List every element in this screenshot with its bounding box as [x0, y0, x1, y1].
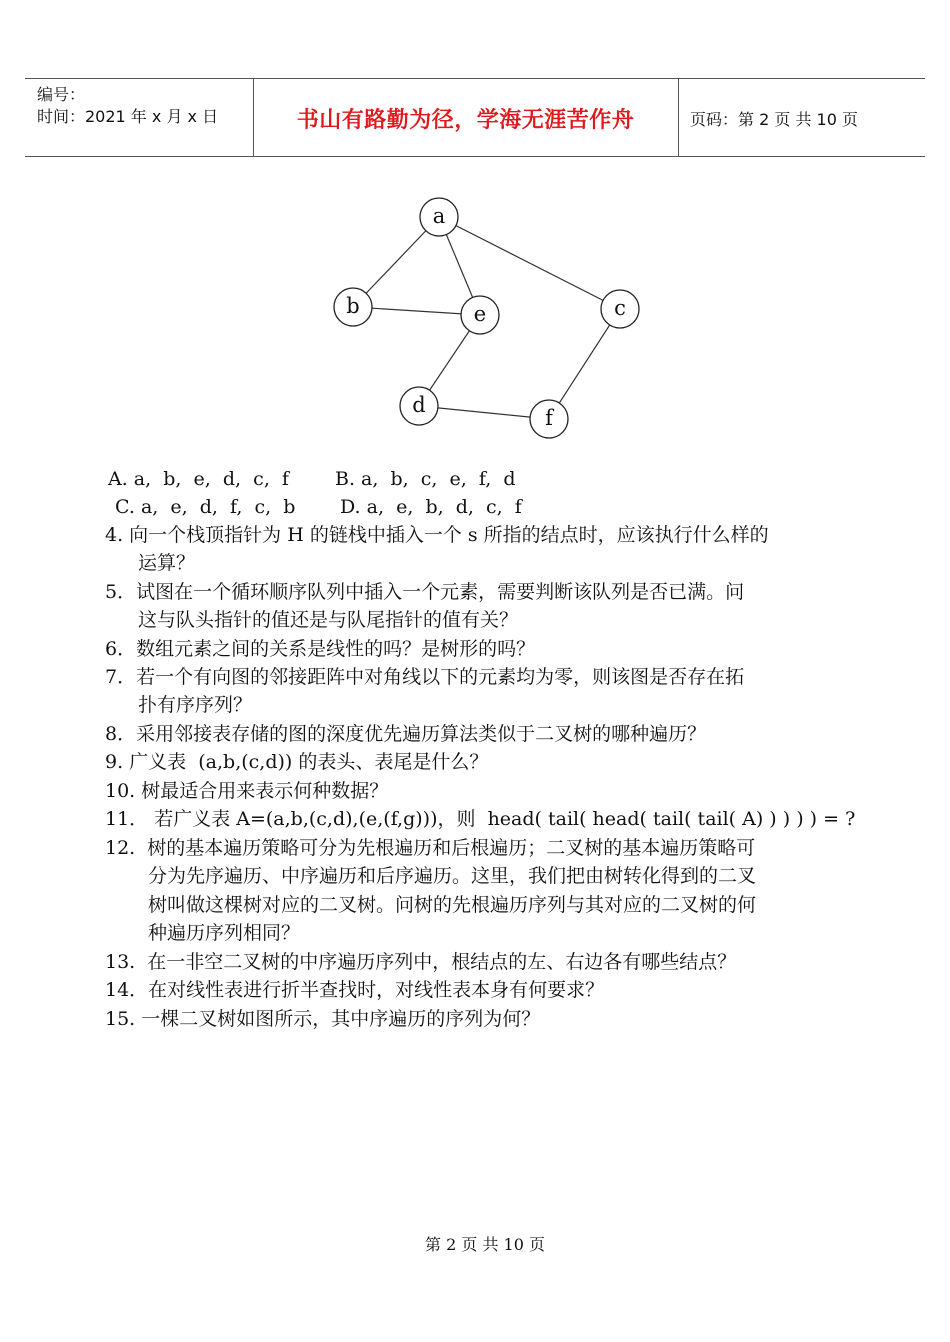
- option-d: D. a, e, b, d, c, f: [340, 496, 522, 518]
- node-label-d: d: [412, 393, 426, 417]
- header-page-cell: [678, 79, 925, 156]
- number-label: 编号：: [37, 85, 86, 104]
- question-4-cont: 运算？: [138, 552, 196, 574]
- question-7: 7．若一个有向图的邻接距阵中对角线以下的元素均为零，则该图是否存在拓: [105, 666, 745, 688]
- edge-a-c: [439, 217, 620, 309]
- question-15: 15. 一棵二叉树如图所示，其中序遍历的序列为何？: [105, 1008, 541, 1030]
- option-c: C. a, e, d, f, c, b: [115, 496, 296, 518]
- node-label-c: c: [614, 296, 626, 320]
- node-label-e: e: [473, 302, 487, 326]
- node-label-b: b: [346, 294, 360, 318]
- question-10: 10. 树最适合用来表示何种数据？: [105, 780, 389, 802]
- question-9: 9. 广义表 (a,b,(c,d)) 的表头、表尾是什么？: [105, 751, 489, 773]
- question-4: 4. 向一个栈顶指针为 H 的链栈中插入一个 s 所指的结点时，应该执行什么样的: [105, 524, 769, 546]
- header-motto-cell: [253, 79, 679, 156]
- question-5-cont: 这与队头指针的值还是与队尾指针的值有关？: [138, 609, 519, 631]
- question-14: 14．在对线性表进行折半查找时，对线性表本身有何要求？: [105, 979, 605, 1001]
- motto: 书山有路勤为径，学海无涯苦作舟: [296, 108, 635, 133]
- option-a: A. a, b, e, d, c, f: [108, 468, 289, 490]
- header-meta: [25, 79, 254, 156]
- option-b: B. a, b, c, e, f, d: [335, 468, 516, 490]
- question-12-cont-1: 分为先序遍历、中序遍历和后序遍历。这里，我们把由树转化得到的二叉: [148, 865, 757, 887]
- time-label: 时间：2021 年 x 月 x 日: [37, 107, 219, 126]
- question-12: 12. 树的基本遍历策略可分为先根遍历和后根遍历；二叉树的基本遍历策略可: [105, 837, 756, 859]
- page-header: [25, 78, 925, 157]
- question-11: 11． 若广义表 A=(a,b,(c,d),(e,(f,g)))，则 head( tail( head( tail( tail( A) ) ) ) ) = ?: [105, 808, 856, 830]
- page-footer: 第 2 页 共 10 页: [425, 1235, 545, 1254]
- page-info: 页码：第 2 页 共 10 页: [690, 110, 858, 129]
- question-13: 13. 在一非空二叉树的中序遍历序列中，根结点的左、右边各有哪些结点？: [105, 951, 737, 973]
- question-5: 5．试图在一个循环顺序队列中插入一个元素，需要判断该队列是否已满。问: [105, 581, 745, 603]
- question-12-cont-2: 树叫做这棵树对应的二叉树。问树的先根遍历序列与其对应的二叉树的何: [148, 894, 757, 916]
- question-12-cont-3: 种遍历序列相同？: [148, 922, 301, 944]
- node-label-f: f: [545, 406, 553, 430]
- graph-figure: [320, 190, 640, 450]
- question-6: 6．数组元素之间的关系是线性的吗？是树形的吗？: [105, 638, 536, 660]
- node-label-a: a: [432, 204, 446, 228]
- question-7-cont: 扑有序序列？: [138, 694, 253, 716]
- question-8: 8．采用邻接表存储的图的深度优先遍历算法类似于二叉树的哪种遍历？: [105, 723, 707, 745]
